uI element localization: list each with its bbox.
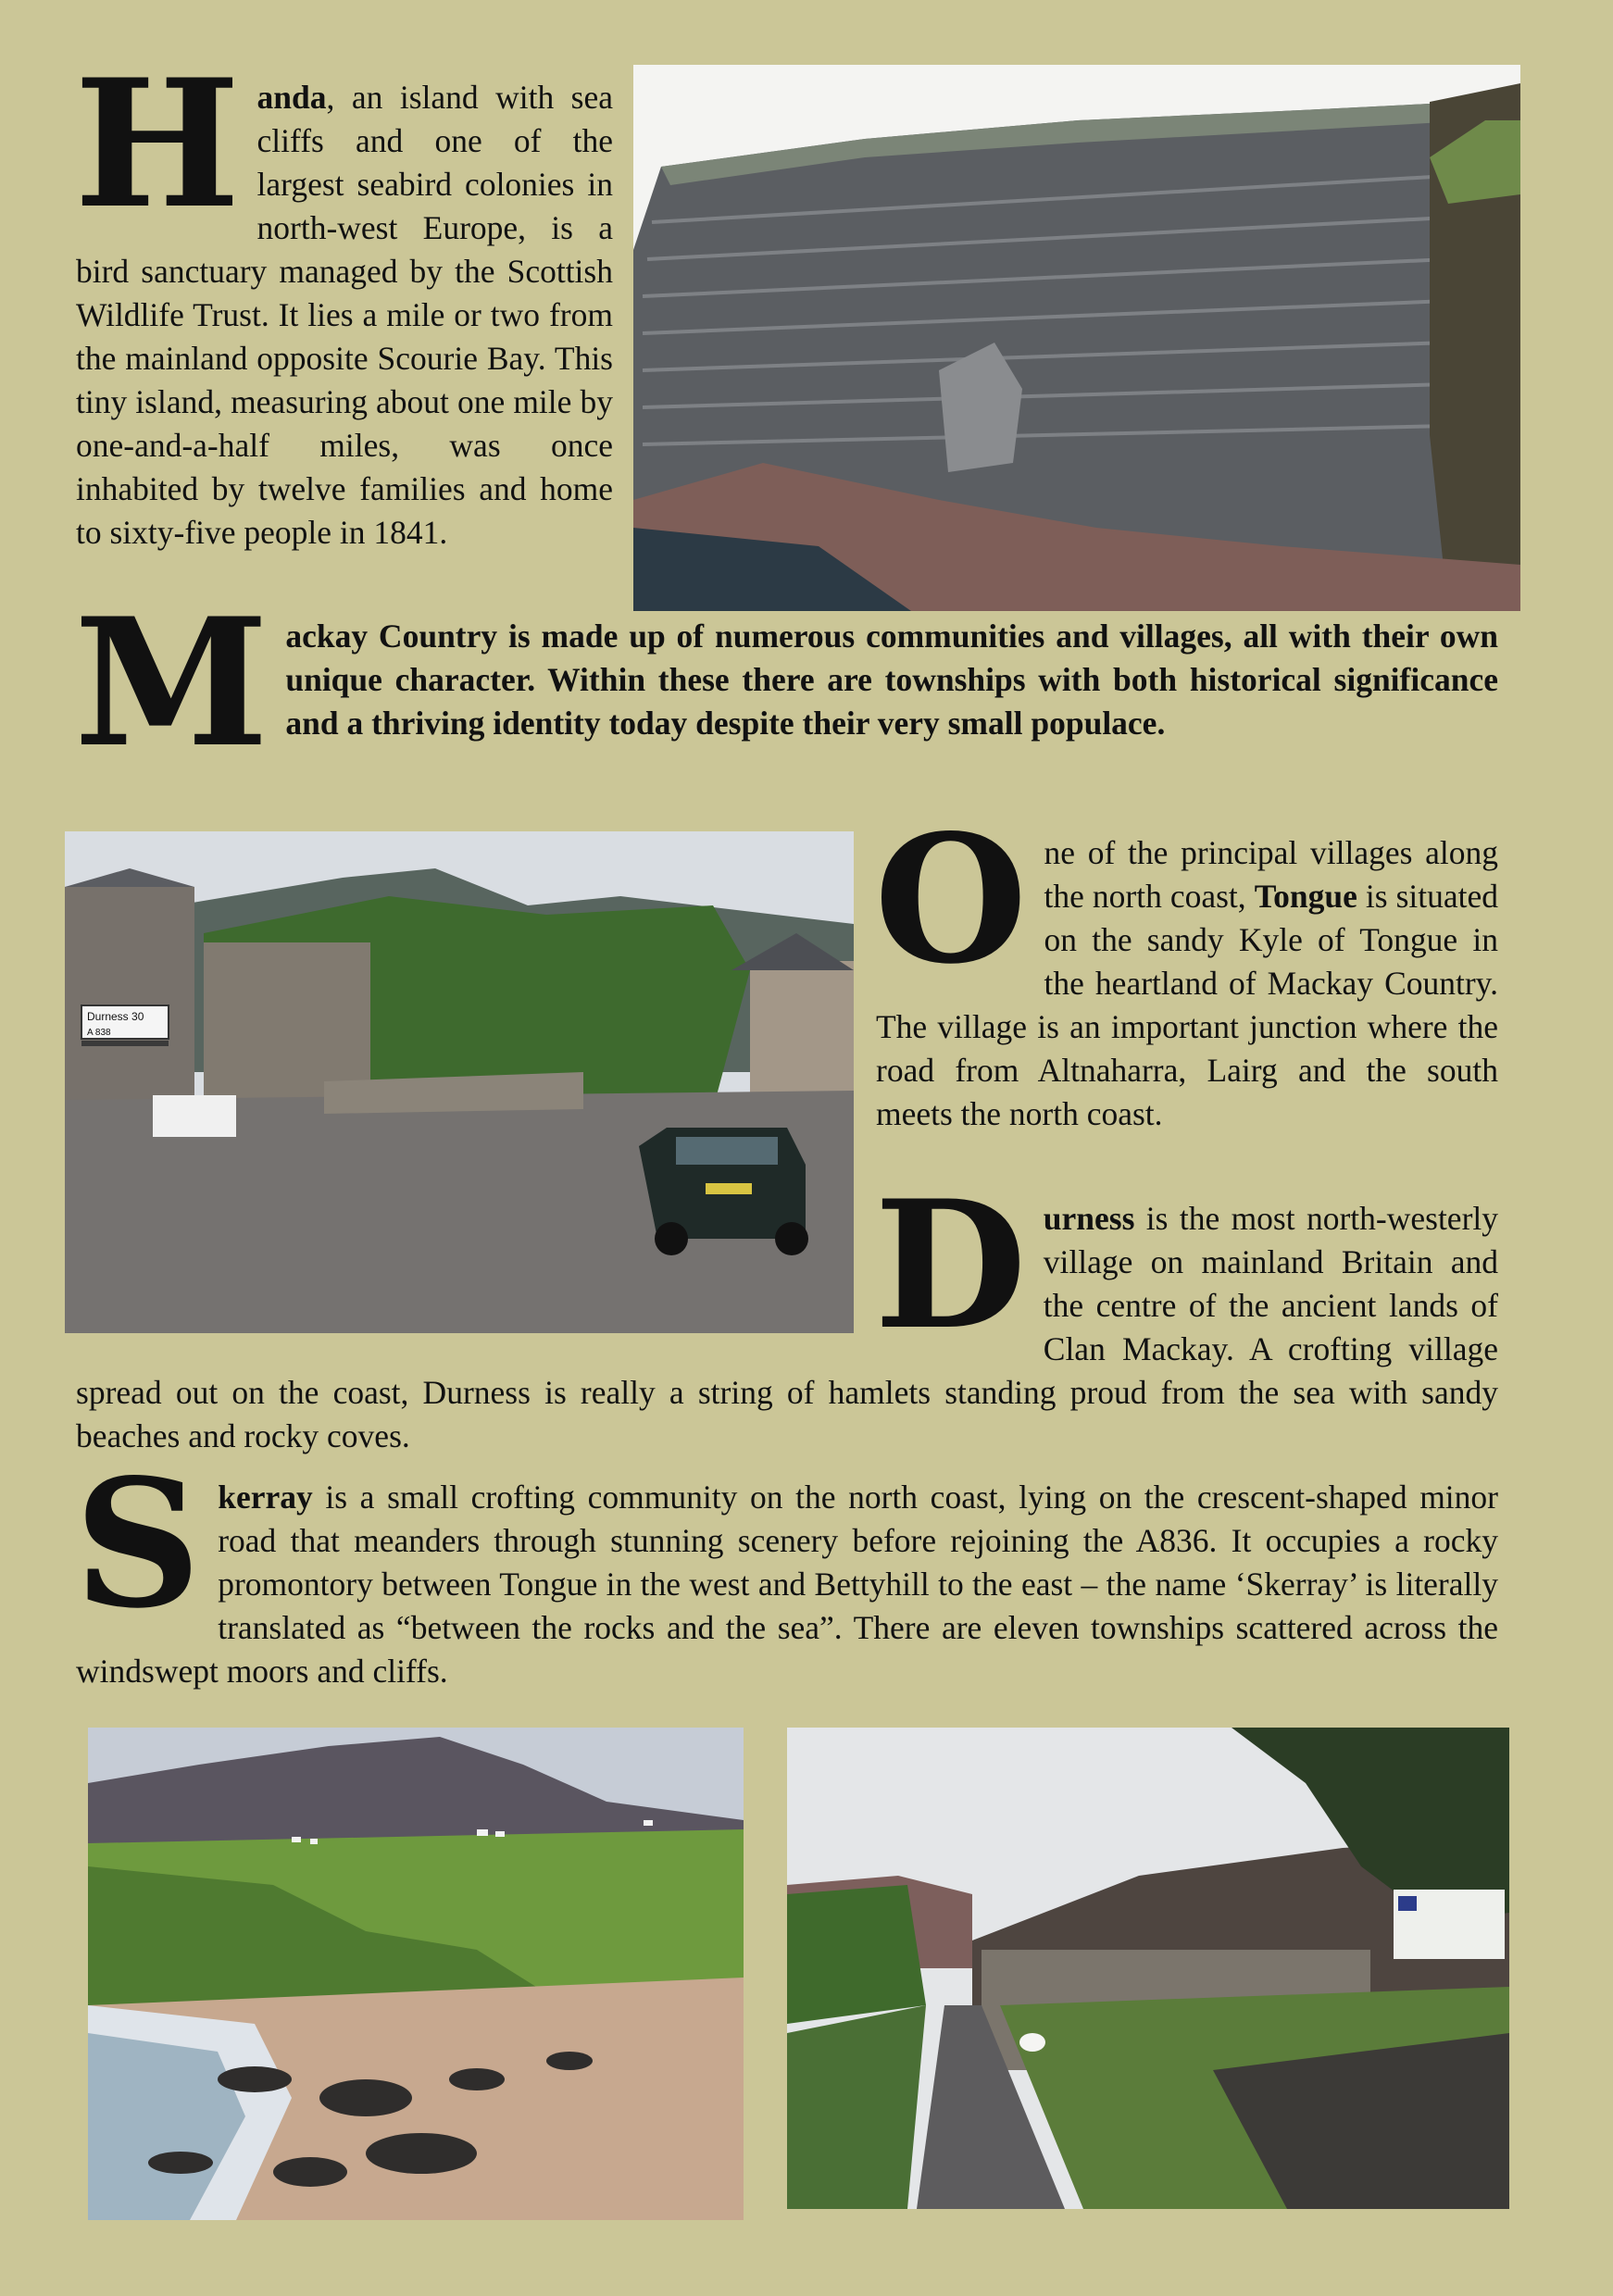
dropcap-s: S [74,1441,202,1647]
text-mackay: ackay Country is made up of numerous communities and villages, all with their own unique character. Within these there are townships with both historical significance and a thriving identity today despite their very small populace. [285,618,1498,742]
photo-float-spacer [76,1197,876,1371]
text-skerray: is a small crofting community on the north coast, lying on the crescent-shaped minor road that meanders through stunning scenery before rejoining the A836. It occupies a rocky promontory between Tongue in the west and Bettyhill to the east – the name ‘Skerray’ is literally translated as “between the rocks and the sea”. There are eleven townships scattered across the windswept moors and cliffs. [76,1479,1498,1690]
dropcap-o: O [874,796,1028,1003]
paragraph-tongue [874,796,1498,1136]
paragraph-handa [74,41,613,555]
road-sign-subtext: A 838 [87,1028,111,1038]
road-sign-text: Durness 30 [87,1010,144,1023]
dropcap-m: M [74,580,269,786]
text-tongue-before: ne of the principal villages along the north coast, [1044,834,1498,915]
photo-skerray-coast [88,1728,744,2220]
lead-durness: urness [1043,1200,1135,1237]
lead-handa: anda [256,79,327,116]
lead-tongue: Tongue [1254,878,1357,915]
dropcap-d: D [874,1162,1027,1368]
text-durness: is the most north-westerly village on mainland Britain and the centre of the ancient lands of Clan Mackay. A crofting village spread out on the coast, Durness is really a string of hamlets standing proud from the sea with sandy beaches and rocky coves. [76,1200,1498,1454]
dropcap-h: H [74,41,241,247]
paragraph-mackay-country [74,580,1498,786]
paragraph-durness [76,1162,1498,1458]
text-handa: , an island with sea cliffs and one of the largest seabird colonies in north-west Europe, is a bird sanctuary managed by the Scottish Wildlife Trust. It lies a mile or two from the mainland opposite Scourie Bay. This tiny island, measuring about one mile by one-and-a-half miles, was once inhabited by twelve families and home to sixty-five people in 1841. [76,79,613,551]
text-tongue-after: is situated on the sandy Kyle of Tongue in the heartland of Mackay Country. The village is an important junction where the road from Altnaharra, Lairg and the south meets the north coast. [876,878,1498,1132]
photo-handa-cliffs [633,65,1520,611]
paragraph-skerray [74,1441,1498,1693]
photo-croft-road [787,1728,1509,2209]
lead-skerray: kerray [218,1479,313,1516]
